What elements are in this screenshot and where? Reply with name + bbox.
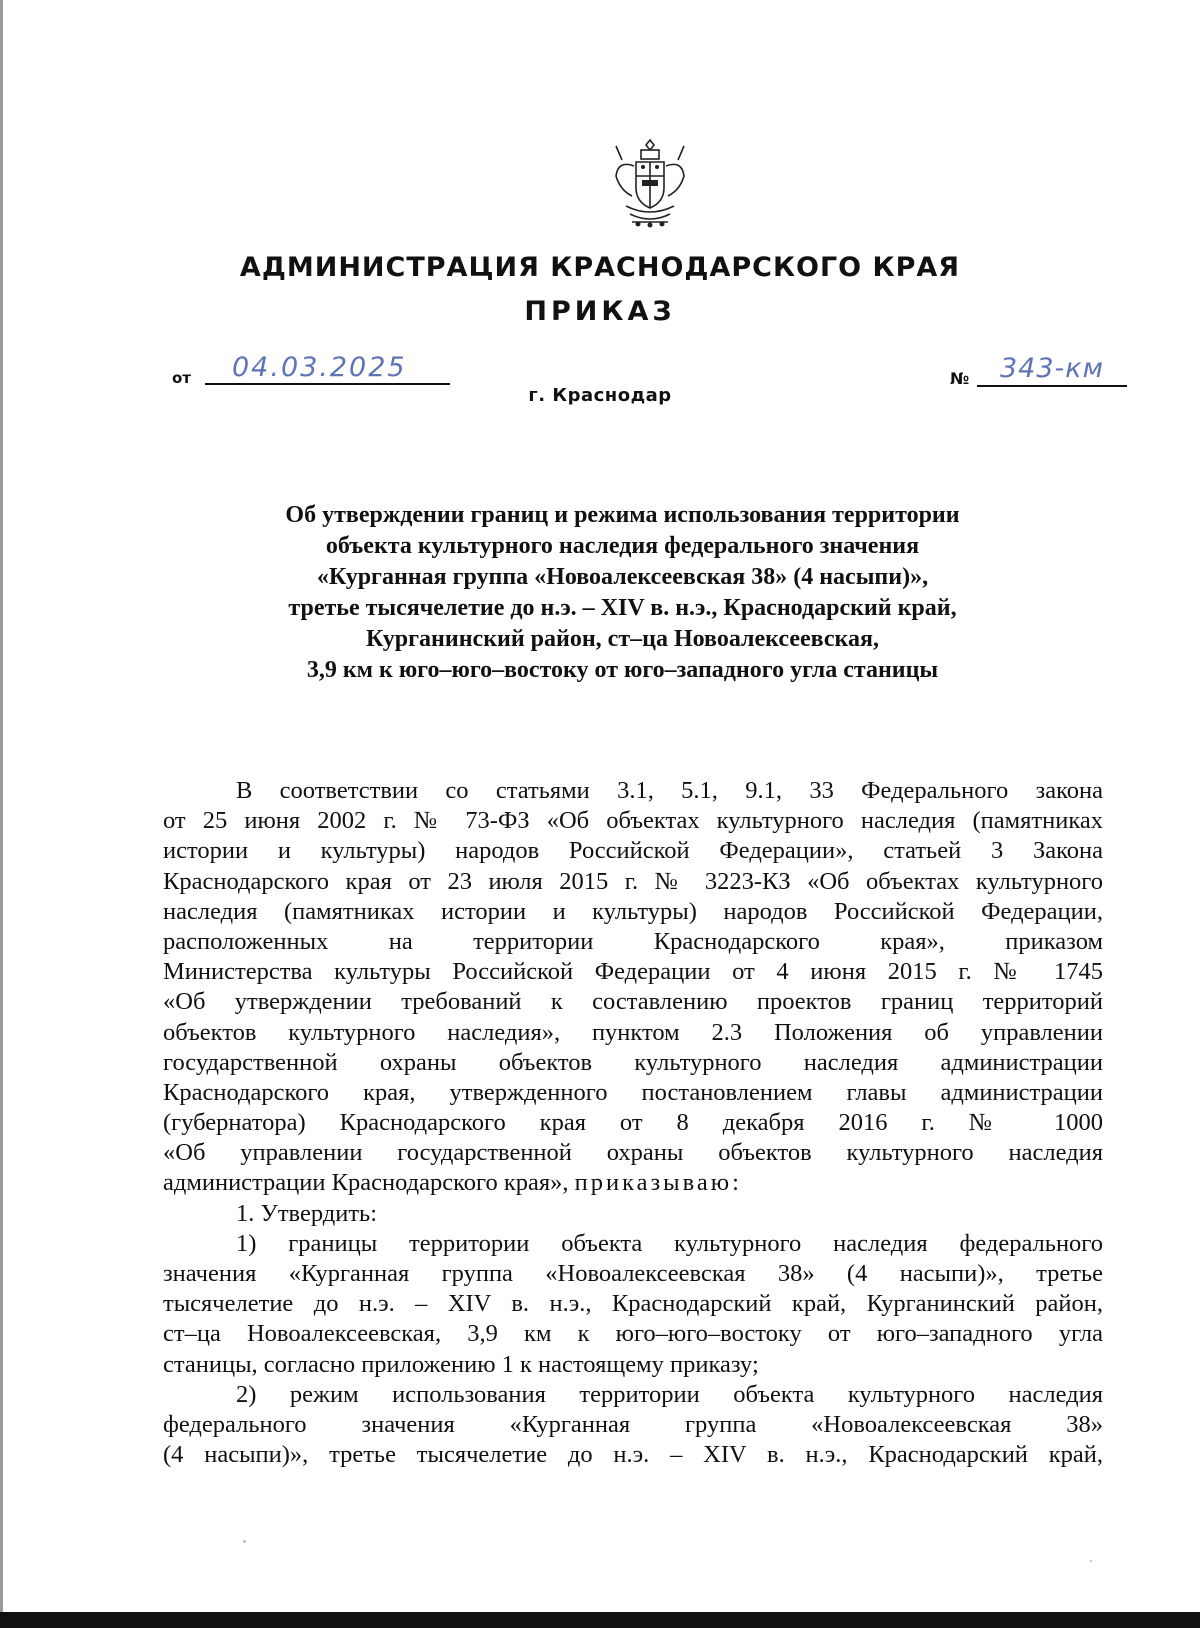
body-line: тысячелетие до н.э. – XIV в. н.э., Краснодарский край, Курганинский район,: [163, 1290, 1103, 1318]
scan-speck: [1090, 1560, 1092, 1562]
body-line: «Об утверждении требований к составлению проектов границ территорий: [163, 988, 1103, 1016]
title-line: 3,9 км к юго–юго–востоку от юго–западного угла станицы: [306, 657, 939, 683]
body-line: станицы, согласно приложению 1 к настоящему приказу;: [163, 1350, 759, 1378]
scan-speck: [243, 1540, 246, 1543]
body-line: 2) режим использования территории объекта культурного наследия: [236, 1380, 1103, 1408]
body-line: 1. Утвердить:: [236, 1199, 378, 1227]
document-body: [163, 776, 1103, 1470]
body-line: от 25 июня 2002 г. № 73-ФЗ «Об объектах культурного наследия (памятниках: [163, 807, 1103, 835]
body-line: Краснодарского края, утвержденного постановлением главы администрации: [163, 1078, 1103, 1106]
order-word: приказываю:: [574, 1169, 742, 1197]
city-name: г. Краснодар: [528, 385, 672, 406]
body-line: Краснодарского края от 23 июля 2015 г. № 3223-КЗ «Об объектах культурного: [163, 867, 1103, 895]
body-line: 1) границы территории объекта культурного наследия федерального: [236, 1229, 1103, 1257]
body-line: Министерства культуры Российской Федерации от 4 июня 2015 г. № 1745: [163, 958, 1103, 986]
body-line: (4 насыпи)», третье тысячелетие до н.э. – XIV в. н.э., Краснодарский край,: [163, 1441, 1103, 1469]
body-line-order: [163, 1168, 1103, 1198]
scan-edge-bottom: [0, 1612, 1200, 1628]
body-line: значения «Курганная группа «Новоалексеевская 38» (4 насыпи)», третье: [163, 1260, 1103, 1287]
title-line: Курганинский район, ст–ца Новоалексеевская,: [366, 626, 879, 652]
order-number-handwritten: 343-км: [1000, 353, 1104, 384]
document-title: [160, 500, 1085, 686]
title-line: третье тысячелетие до н.э. – XIV в. н.э., Краснодарский край,: [288, 595, 957, 621]
number-prefix: №: [950, 369, 970, 388]
order-date-handwritten: 04.03.2025: [232, 352, 407, 383]
body-line: объектов культурного наследия», пунктом 2.3 Положения об управлении: [163, 1018, 1103, 1046]
body-line-text: администрации Краснодарского края»,: [163, 1169, 569, 1197]
body-line: наследия (памятниках истории и культуры) народов Российской Федерации,: [163, 897, 1103, 925]
coat-of-arms-emblem: [612, 136, 688, 232]
scan-edge-left: [0, 0, 3, 1628]
title-line: Об утверждении границ и режима использования территории: [285, 502, 960, 528]
organization-name: АДМИНИСТРАЦИЯ КРАСНОДАРСКОГО КРАЯ: [239, 252, 961, 283]
body-line: В соответствии со статьями 3.1, 5.1, 9.1, 33 Федерального закона: [236, 777, 1103, 804]
title-line: «Курганная группа «Новоалексеевская 38» (4 насыпи)»,: [316, 564, 929, 590]
document-type: ПРИКАЗ: [524, 296, 676, 327]
title-line: объекта культурного наследия федерального значения: [325, 533, 920, 559]
body-line: государственной охраны объектов культурного наследия администрации: [163, 1048, 1103, 1076]
body-line: ст–ца Новоалексеевская, 3,9 км к юго–юго–востоку от юго–западного угла: [163, 1320, 1103, 1348]
body-line: истории и культуры) народов Российской Федерации», статьей 3 Закона: [163, 837, 1103, 865]
date-prefix: от: [172, 369, 191, 387]
body-line: «Об управлении государственной охраны объектов культурного наследия: [163, 1139, 1103, 1167]
body-line: (губернатора) Краснодарского края от 8 декабря 2016 г. № 1000: [163, 1109, 1103, 1137]
body-line: расположенных на территории Краснодарского края», приказом: [163, 927, 1103, 955]
body-line: федерального значения «Курганная группа «Новоалексеевская 38»: [163, 1410, 1103, 1438]
